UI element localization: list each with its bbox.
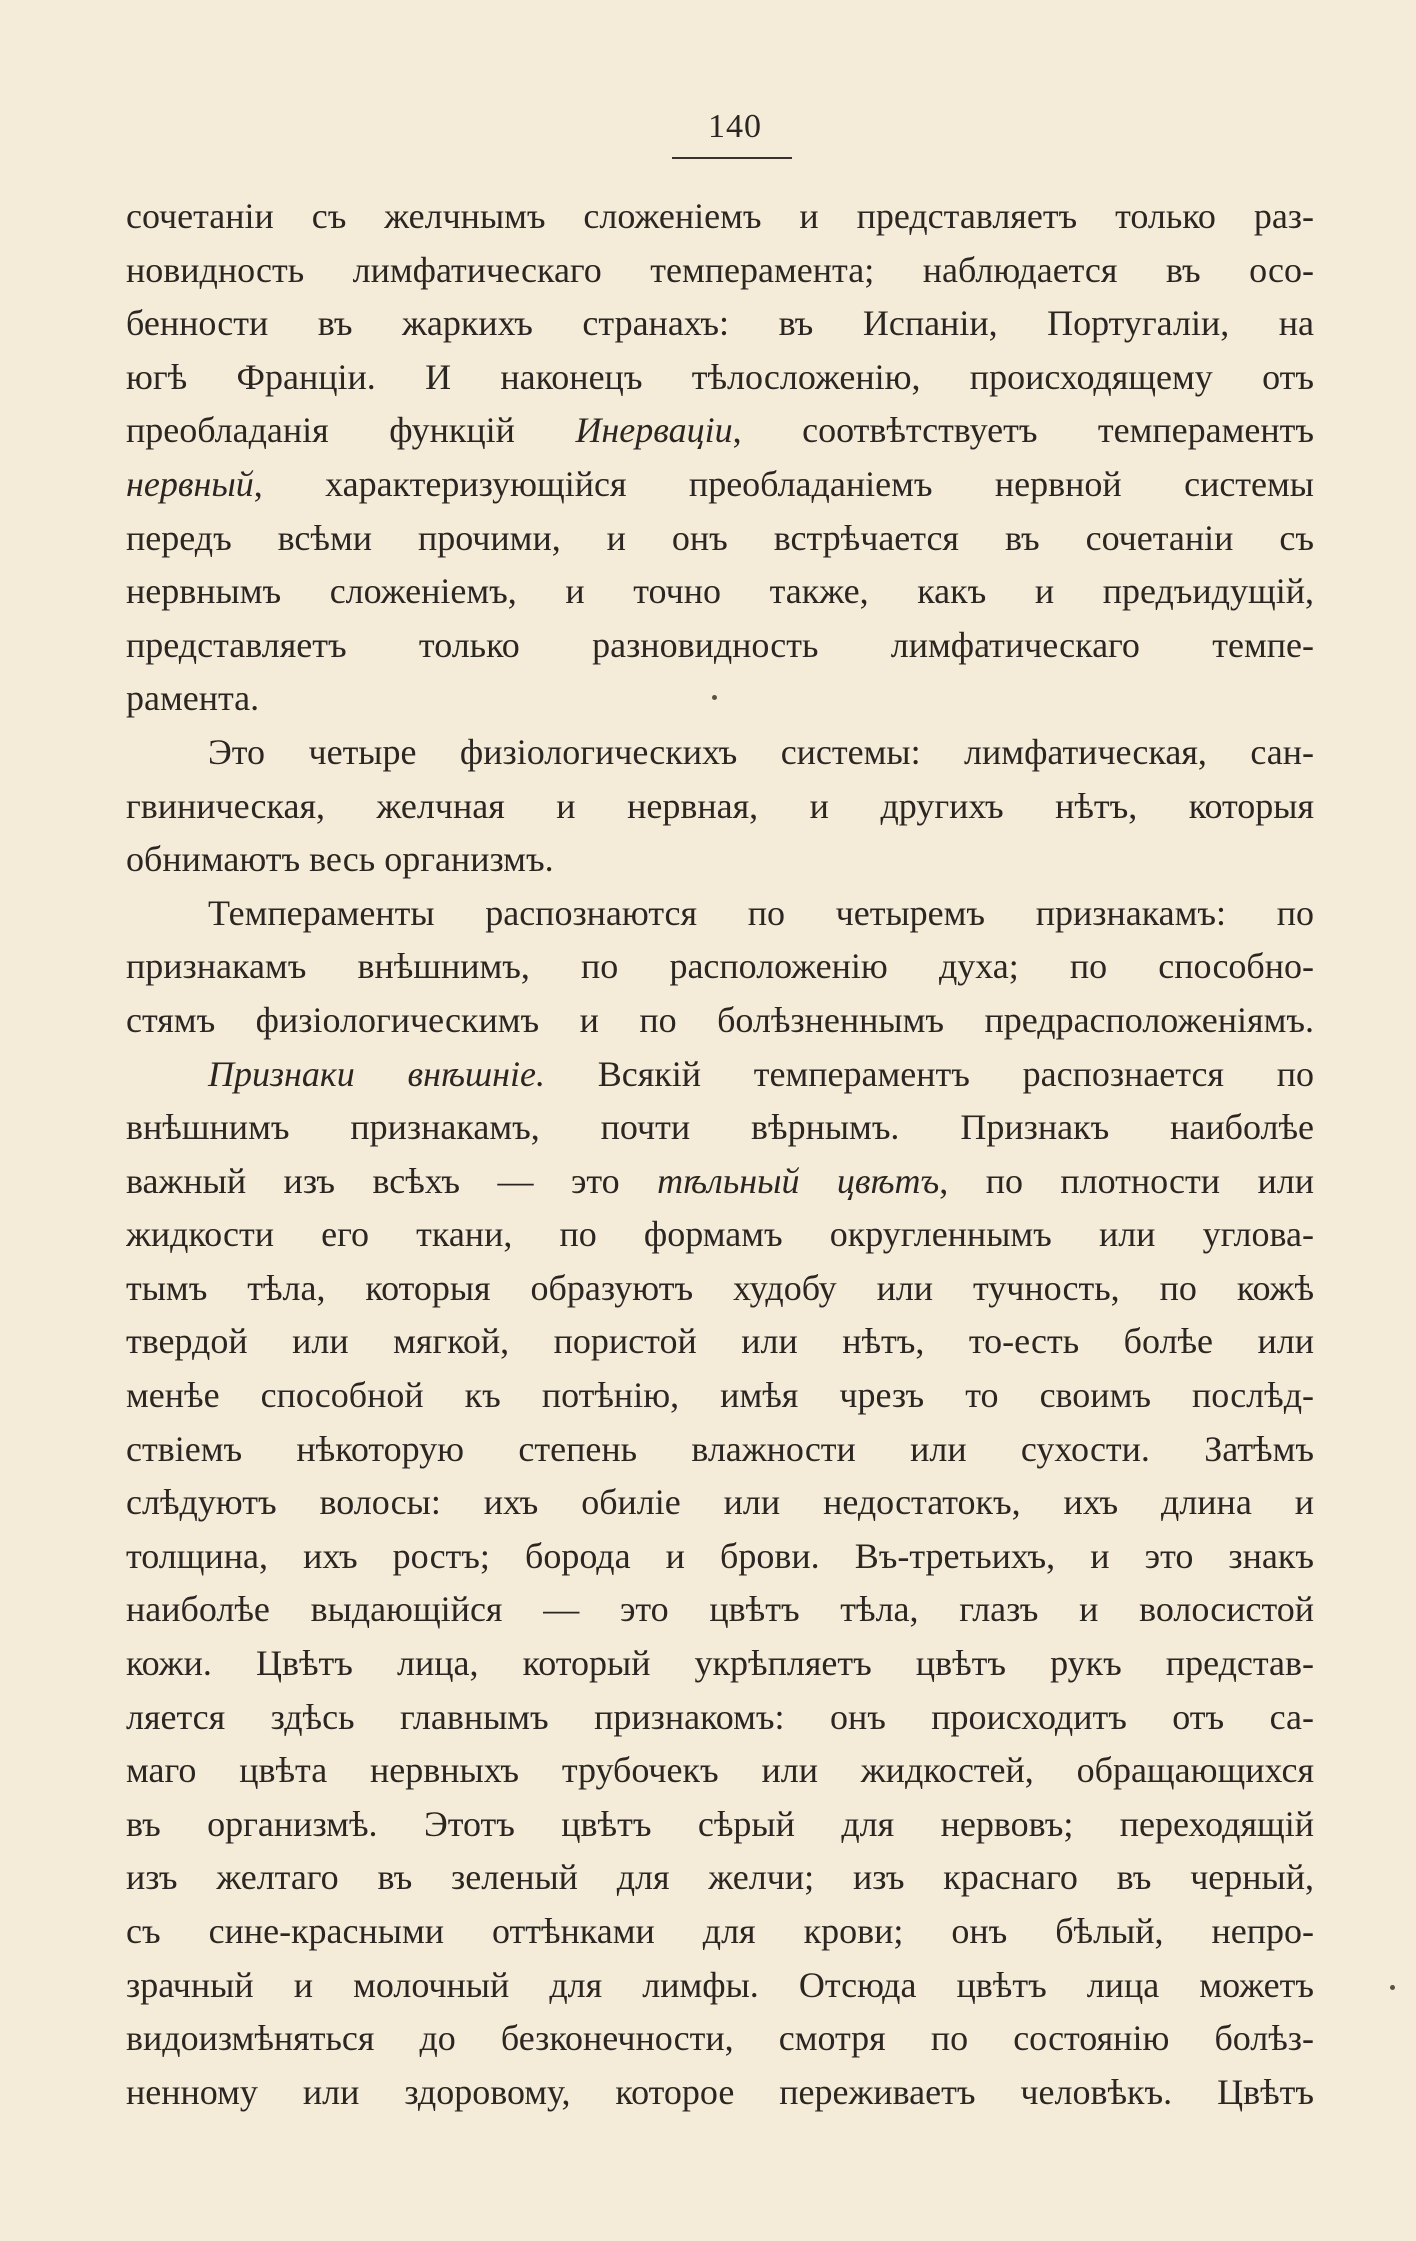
text-line: [126, 2066, 1314, 2120]
text-segment: нервнымъ сложеніемъ, и точно также, какъ и предъидущій,: [126, 571, 1314, 612]
text-segment: кожи. Цвѣтъ лица, который укрѣпляетъ цвѣтъ рукъ представ-: [126, 1643, 1314, 1684]
text-segment: , соотвѣтствуетъ темпераментъ: [732, 410, 1314, 451]
text-line: [126, 887, 1314, 941]
text-line: [126, 404, 1314, 458]
page-number-rule: [672, 157, 792, 159]
text-segment: зрачный и молочный для лимфы. Отсюда цвѣтъ лица можетъ: [126, 1964, 1314, 2005]
text-line: [126, 1208, 1314, 1262]
text-segment: бенности въ жаркихъ странахъ: въ Испаніи, Португаліи, на: [126, 303, 1314, 344]
text-segment: въ организмѣ. Этотъ цвѣтъ сѣрый для нервовъ; переходящій: [126, 1803, 1314, 1844]
text-segment: Темпераменты распознаются по четыремъ признакамъ: по: [208, 892, 1314, 933]
text-line: [126, 619, 1314, 673]
text-segment: новидность лимфатическаго темперамента; наблюдается въ осо-: [126, 249, 1314, 290]
text-segment: толщина, ихъ ростъ; борода и брови. Въ-третьихъ, и это знакъ: [126, 1535, 1314, 1576]
text-line: [126, 994, 1314, 1048]
text-segment: гвиническая, желчная и нервная, и другихъ нѣтъ, которыя: [126, 785, 1314, 826]
text-segment: сочетаніи съ желчнымъ сложеніемъ и представляетъ только раз-: [126, 196, 1314, 236]
text-line: [126, 1691, 1314, 1745]
text-segment: преобладанія функцій: [126, 410, 576, 451]
text-segment: менѣе способной къ потѣнію, имѣя чрезъ то своимъ послѣд-: [126, 1375, 1314, 1416]
text-segment: твердой или мягкой, пористой или нѣтъ, то-есть болѣе или: [126, 1321, 1314, 1362]
text-line: [126, 297, 1314, 351]
text-segment: наиболѣе выдающійся — это цвѣтъ тѣла, глазъ и волосистой: [126, 1589, 1314, 1630]
text-segment: тымъ тѣла, которыя образуютъ худобу или тучность, по кожѣ: [126, 1267, 1314, 1308]
text-line: [126, 1959, 1314, 2013]
text-line: [126, 1476, 1314, 1530]
print-speck: [712, 695, 717, 700]
text-line: [126, 940, 1314, 994]
text-line: [126, 1798, 1314, 1852]
text-line: [126, 190, 1314, 244]
text-segment: рамента.: [126, 678, 260, 719]
text-segment: видоизмѣняться до безконечности, смотря по состоянію болѣз-: [126, 2018, 1314, 2059]
body-text: [126, 190, 1314, 2119]
text-segment: представляетъ только разновидность лимфатическаго темпе-: [126, 624, 1314, 665]
text-segment: внѣшнимъ признакамъ, почти вѣрнымъ. Признакъ наиболѣе: [126, 1107, 1314, 1148]
text-segment: передъ всѣми прочими, и онъ встрѣчается въ сочетаніи съ: [126, 517, 1314, 558]
text-line: [126, 565, 1314, 619]
text-line: [126, 1262, 1314, 1316]
text-segment: югѣ Франціи. И наконецъ тѣлосложенію, происходящему отъ: [126, 356, 1314, 397]
text-line: [126, 1637, 1314, 1691]
text-line: [126, 244, 1314, 298]
text-line: [126, 512, 1314, 566]
text-segment: обнимаютъ весь организмъ.: [126, 839, 554, 880]
text-line: [126, 672, 1314, 726]
text-segment: признакамъ внѣшнимъ, по расположенію духа; по способно-: [126, 946, 1314, 987]
text-segment: жидкости его ткани, по формамъ округленнымъ или углова-: [126, 1214, 1314, 1255]
text-line: [126, 351, 1314, 405]
text-line: [126, 1583, 1314, 1637]
text-segment: , по плотности или: [939, 1160, 1314, 1201]
text-segment: важный изъ всѣхъ — это: [126, 1160, 658, 1201]
text-line: [126, 458, 1314, 512]
text-segment: маго цвѣта нервныхъ трубочекъ или жидкостей, обращающихся: [126, 1750, 1314, 1791]
text-line: [126, 1101, 1314, 1155]
page-number: 140: [708, 108, 762, 145]
italic-term: Инерваціи: [575, 410, 733, 451]
text-line: [126, 1369, 1314, 1423]
text-segment: Это четыре физіологическихъ системы: лимфатическая, сан-: [208, 731, 1314, 772]
text-line: [126, 2012, 1314, 2066]
italic-term: тѣльный цвѣтъ: [657, 1160, 940, 1201]
italic-term: нервный: [126, 463, 254, 504]
text-segment: ляется здѣсь главнымъ признакомъ: онъ происходитъ отъ са-: [126, 1696, 1314, 1737]
text-line: [126, 1530, 1314, 1584]
text-line: [126, 833, 1314, 887]
italic-term: Признаки внѣшніе.: [208, 1053, 545, 1094]
text-segment: слѣдуютъ волосы: ихъ обиліе или недостатокъ, ихъ длина и: [126, 1482, 1314, 1523]
text-segment: , характеризующійся преобладаніемъ нервной системы: [253, 463, 1314, 504]
text-segment: стямъ физіологическимъ и по болѣзненнымъ предрасположеніямъ.: [126, 999, 1314, 1040]
print-speck: [1390, 1985, 1395, 1990]
text-line: [126, 780, 1314, 834]
text-line: [126, 1048, 1314, 1102]
text-line: [126, 1423, 1314, 1477]
text-segment: ствіемъ нѣкоторую степень влажности или сухости. Затѣмъ: [126, 1428, 1314, 1469]
text-segment: Всякій темпераментъ распознается по: [545, 1053, 1314, 1094]
text-line: [126, 1744, 1314, 1798]
text-line: [126, 1905, 1314, 1959]
text-line: [126, 1155, 1314, 1209]
text-line: [126, 1851, 1314, 1905]
text-line: [126, 1315, 1314, 1369]
text-segment: ненному или здоровому, которое переживаетъ человѣкъ. Цвѣтъ: [126, 2071, 1314, 2112]
text-line: [126, 726, 1314, 780]
text-segment: изъ желтаго въ зеленый для желчи; изъ краснаго въ черный,: [126, 1857, 1314, 1898]
text-segment: съ сине-красными оттѣнками для крови; онъ бѣлый, непро-: [126, 1911, 1314, 1951]
